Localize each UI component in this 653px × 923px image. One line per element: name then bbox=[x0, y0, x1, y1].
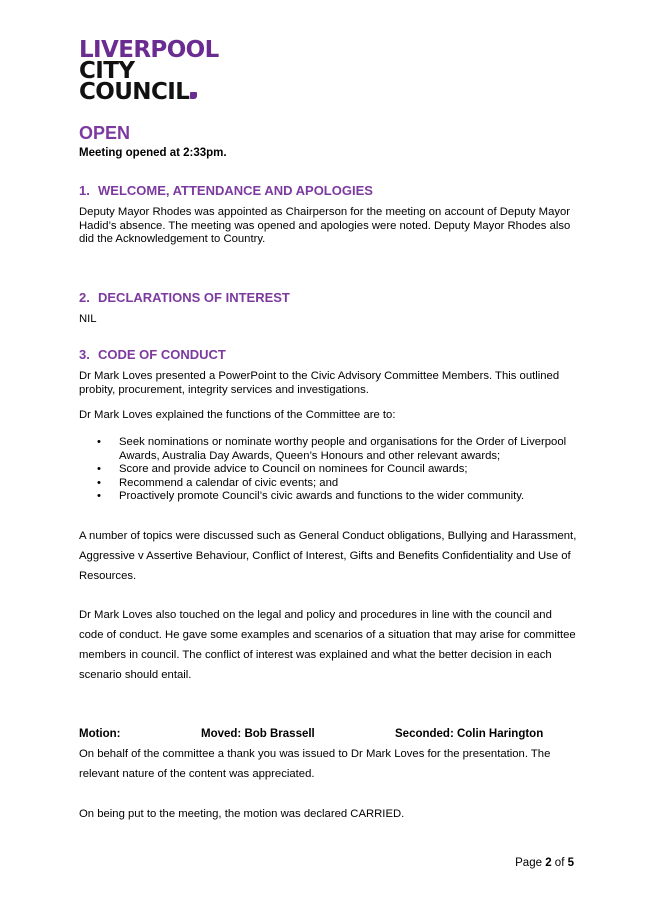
list-item: • Score and provide advice to Council on nominees for Council awards; bbox=[79, 463, 579, 477]
section-3-para-4: Dr Mark Loves also touched on the legal and policy and procedures in line with the council and code of conduct. He gave some examples and scenarios of a situation that may arise for committee members in council. The conflict of interest was explained and what the better decision in each scenario should entail. bbox=[79, 609, 576, 681]
logo-dot-icon bbox=[190, 92, 197, 99]
motion-moved: Moved: Bob Brassell bbox=[201, 728, 315, 740]
logo-line-3 bbox=[79, 79, 219, 105]
section-1-body: Deputy Mayor Rhodes was appointed as Chairperson for the meeting on account of Deputy Mayor Hadid’s absence. The meeting was opened and apologies were noted. Deputy Mayor Rhodes also did the Acknowledgement to Country. bbox=[79, 206, 571, 245]
section-3-heading bbox=[79, 347, 226, 362]
page-of-word: of bbox=[554, 857, 565, 869]
section-3-number: 3. bbox=[79, 347, 90, 362]
motion-label: Motion: bbox=[79, 728, 121, 740]
logo-line-2: CITY bbox=[79, 58, 135, 84]
page-number bbox=[515, 857, 574, 869]
list-item: • Proactively promote Council’s civic awards and functions to the wider community. bbox=[79, 490, 579, 504]
page-word: Page bbox=[515, 857, 542, 869]
section-1-title: WELCOME, ATTENDANCE AND APOLOGIES bbox=[98, 183, 373, 198]
section-2-body: NIL bbox=[79, 313, 97, 325]
page-total: 5 bbox=[567, 857, 574, 869]
section-1-heading bbox=[79, 183, 373, 198]
page-current: 2 bbox=[545, 857, 552, 869]
section-3-para-3: A number of topics were discussed such as General Conduct obligations, Bullying and Harassment, Aggressive v Assertive Behaviour, Conflict of Interest, Gifts and Benefits Confidentiality and Use of Resources. bbox=[79, 530, 577, 582]
motion-seconded: Seconded: Colin Harington bbox=[395, 728, 544, 740]
motion-body: On behalf of the committee a thank you was issued to Dr Mark Loves for the presentation. The relevant nature of the content was appreciated. bbox=[79, 748, 551, 780]
list-item: • Recommend a calendar of civic events; and bbox=[79, 477, 579, 491]
council-logo bbox=[79, 37, 219, 105]
section-3-para-1: Dr Mark Loves presented a PowerPoint to the Civic Advisory Committee Members. This outlined probity, procurement, integrity services and investigations. bbox=[79, 370, 560, 396]
section-3-para-2: Dr Mark Loves explained the functions of the Committee are to: bbox=[79, 409, 396, 421]
motion-result: On being put to the meeting, the motion was declared CARRIED. bbox=[79, 808, 405, 820]
section-2-title: DECLARATIONS OF INTEREST bbox=[98, 290, 290, 305]
section-2-number: 2. bbox=[79, 290, 90, 305]
logo-line-3-text: COUNCIL bbox=[79, 79, 190, 105]
committee-functions-list bbox=[79, 436, 579, 504]
meeting-opened-text: Meeting opened at 2:33pm. bbox=[79, 147, 227, 159]
list-item: • Seek nominations or nominate worthy people and organisations for the Order of Liverpool Awards, Australia Day Awards, Queen’s Honours and other relevant awards; bbox=[79, 436, 579, 463]
logo-line-1: LIVERPOOL bbox=[79, 37, 219, 63]
section-1-number: 1. bbox=[79, 183, 90, 198]
open-title: OPEN bbox=[79, 123, 131, 143]
section-3-title: CODE OF CONDUCT bbox=[98, 347, 226, 362]
section-2-heading bbox=[79, 290, 290, 305]
